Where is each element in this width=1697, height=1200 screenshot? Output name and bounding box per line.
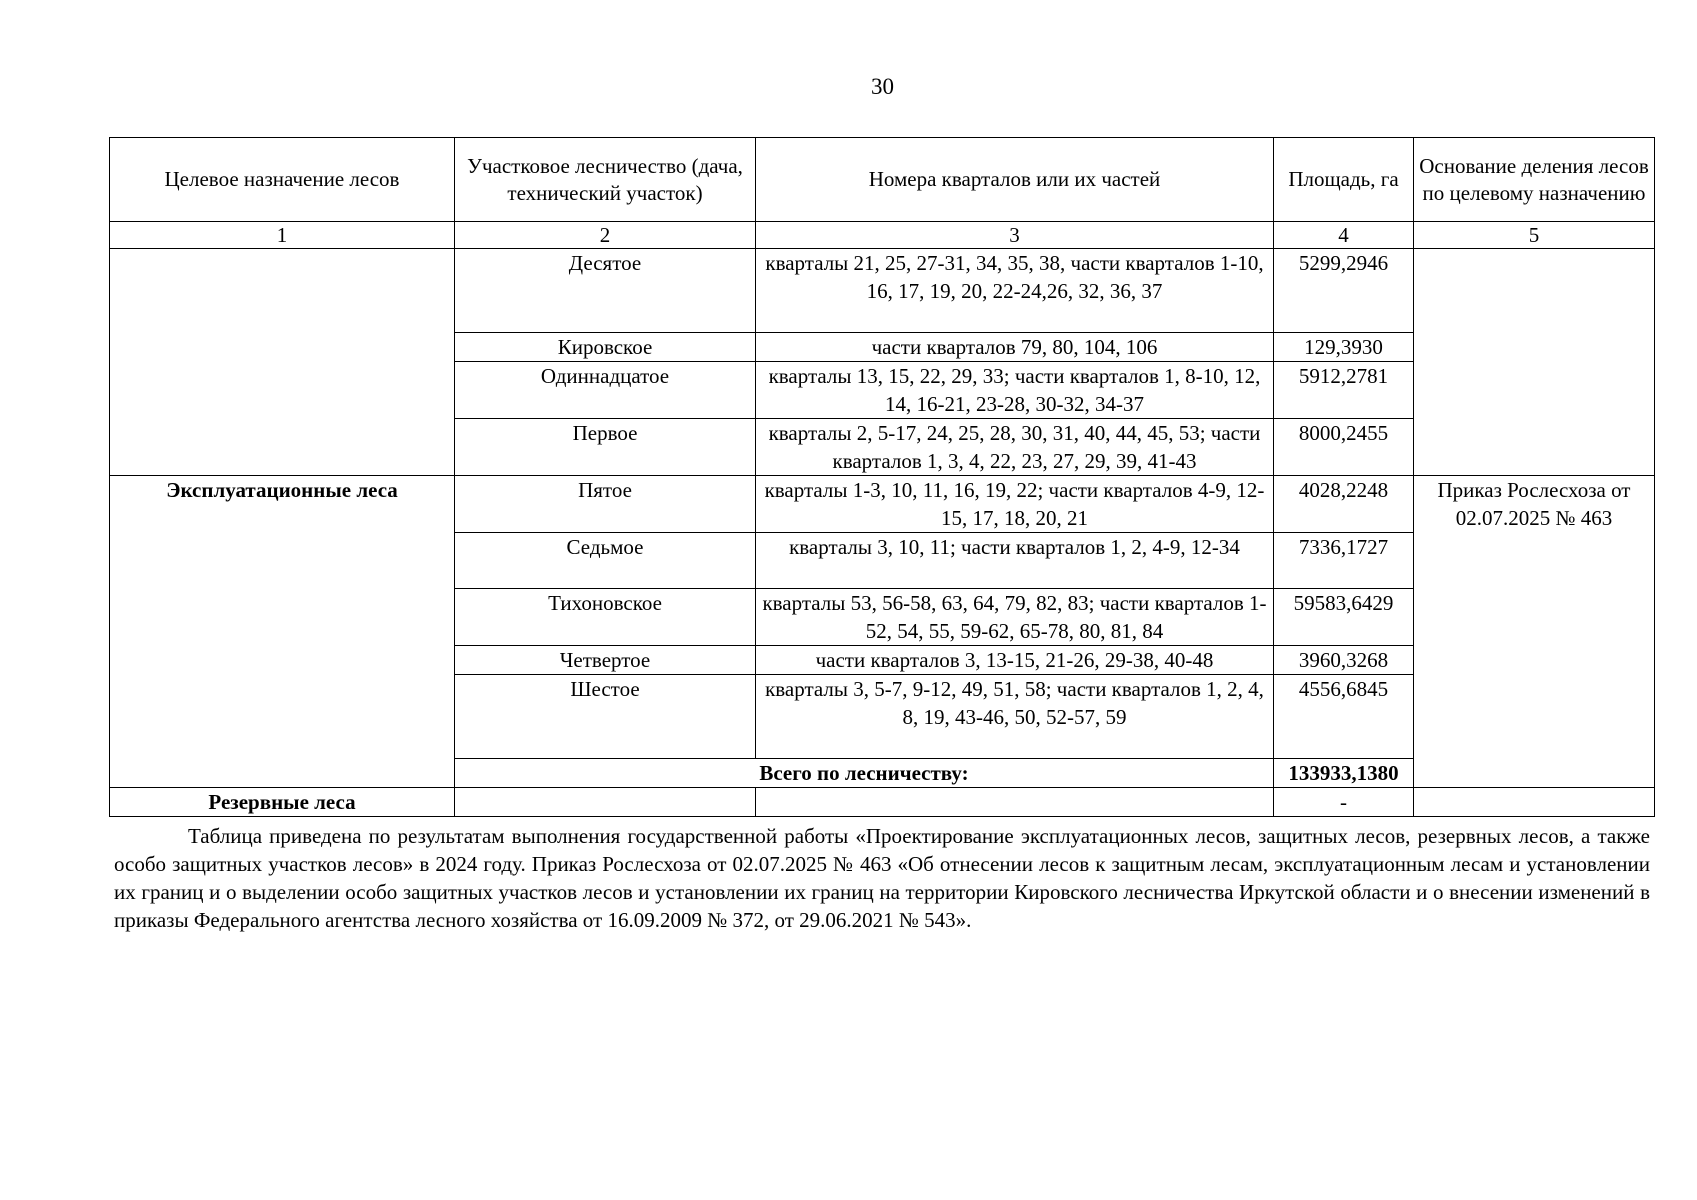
quarters-cell: части кварталов 79, 80, 104, 106 <box>756 333 1274 362</box>
area-cell: 8000,2455 <box>1274 419 1414 476</box>
table-row <box>110 476 1655 533</box>
column-number: 2 <box>455 222 756 249</box>
area-cell: 129,3930 <box>1274 333 1414 362</box>
quarters-cell: кварталы 3, 10, 11; части кварталов 1, 2, 4-9, 12-34 <box>756 533 1274 589</box>
header-cell: Целевое назначение лесов <box>110 138 455 222</box>
forest-division-table <box>109 137 1655 817</box>
quarters-cell: части кварталов 3, 13-15, 21-26, 29-38, 40-48 <box>756 646 1274 675</box>
reserve-forestry-empty <box>455 788 756 817</box>
forestry-cell: Одиннадцатое <box>455 362 756 419</box>
quarters-cell: кварталы 53, 56-58, 63, 64, 79, 82, 83; части кварталов 1-52, 54, 55, 59-62, 65-78, 80, 81, 84 <box>756 589 1274 646</box>
quarters-cell: кварталы 1-3, 10, 11, 16, 19, 22; части кварталов 4-9, 12-15, 17, 18, 20, 21 <box>756 476 1274 533</box>
category-cell: Эксплуатационные леса <box>110 476 455 788</box>
area-cell: 4556,6845 <box>1274 675 1414 759</box>
forestry-cell: Кировское <box>455 333 756 362</box>
column-number: 1 <box>110 222 455 249</box>
reserve-quarters-empty <box>756 788 1274 817</box>
area-cell: 4028,2248 <box>1274 476 1414 533</box>
table-note: Таблица приведена по результатам выполнения государственной работы «Проектирование эксплуатационных лесов, защитных лесов, резервных лесов, а также особо защитных участков лесов» в 2024 году. Приказ Рослесхоза от 02.07.2025 № 463 «Об отнесении лесов к защитным лесам, эксплуатационным лесам и установлении их границ и о выделении особо защитных участков лесов и установлении их границ на территории Кировского лесничества Иркутской области и о внесении изменений в приказы Федерального агентства лесного хозяйства от 16.09.2009 № 372, от 29.06.2021 № 543». <box>114 824 1650 932</box>
header-cell: Участковое лесничество (дача, технический участок) <box>455 138 756 222</box>
forestry-cell: Тихоновское <box>455 589 756 646</box>
table-header-row <box>110 138 1655 222</box>
basis-cell-empty <box>1414 249 1655 476</box>
quarters-cell: кварталы 21, 25, 27-31, 34, 35, 38, части кварталов 1-10, 16, 17, 19, 20, 22-24,26, 32, 36, 37 <box>756 249 1274 333</box>
area-cell: 5299,2946 <box>1274 249 1414 333</box>
reserve-area: - <box>1274 788 1414 817</box>
area-cell: 59583,6429 <box>1274 589 1414 646</box>
forestry-cell: Десятое <box>455 249 756 333</box>
basis-cell: Приказ Рослесхоза от 02.07.2025 № 463 <box>1414 476 1655 788</box>
header-cell: Основание деления лесов по целевому назначению <box>1414 138 1655 222</box>
column-number: 3 <box>756 222 1274 249</box>
total-label: Всего по лесничеству: <box>455 759 1274 788</box>
category-cell-empty <box>110 249 455 476</box>
forestry-cell: Шестое <box>455 675 756 759</box>
column-number-row <box>110 222 1655 249</box>
column-number: 5 <box>1414 222 1655 249</box>
forestry-cell: Четвертое <box>455 646 756 675</box>
reserve-basis-empty <box>1414 788 1655 817</box>
total-value: 133933,1380 <box>1274 759 1414 788</box>
header-cell: Площадь, га <box>1274 138 1414 222</box>
forestry-cell: Пятое <box>455 476 756 533</box>
table-row <box>110 249 1655 333</box>
page-number: 30 <box>871 74 894 99</box>
forestry-cell: Седьмое <box>455 533 756 589</box>
forestry-cell: Первое <box>455 419 756 476</box>
reserve-label: Резервные леса <box>110 788 455 817</box>
reserve-row <box>110 788 1655 817</box>
header-cell: Номера кварталов или их частей <box>756 138 1274 222</box>
area-cell: 5912,2781 <box>1274 362 1414 419</box>
area-cell: 3960,3268 <box>1274 646 1414 675</box>
area-cell: 7336,1727 <box>1274 533 1414 589</box>
column-number: 4 <box>1274 222 1414 249</box>
quarters-cell: кварталы 3, 5-7, 9-12, 49, 51, 58; части кварталов 1, 2, 4, 8, 19, 43-46, 50, 52-57, 59 <box>756 675 1274 759</box>
quarters-cell: кварталы 13, 15, 22, 29, 33; части кварталов 1, 8-10, 12, 14, 16-21, 23-28, 30-32, 34-37 <box>756 362 1274 419</box>
quarters-cell: кварталы 2, 5-17, 24, 25, 28, 30, 31, 40, 44, 45, 53; части кварталов 1, 3, 4, 22, 23, 27, 29, 39, 41-43 <box>756 419 1274 476</box>
